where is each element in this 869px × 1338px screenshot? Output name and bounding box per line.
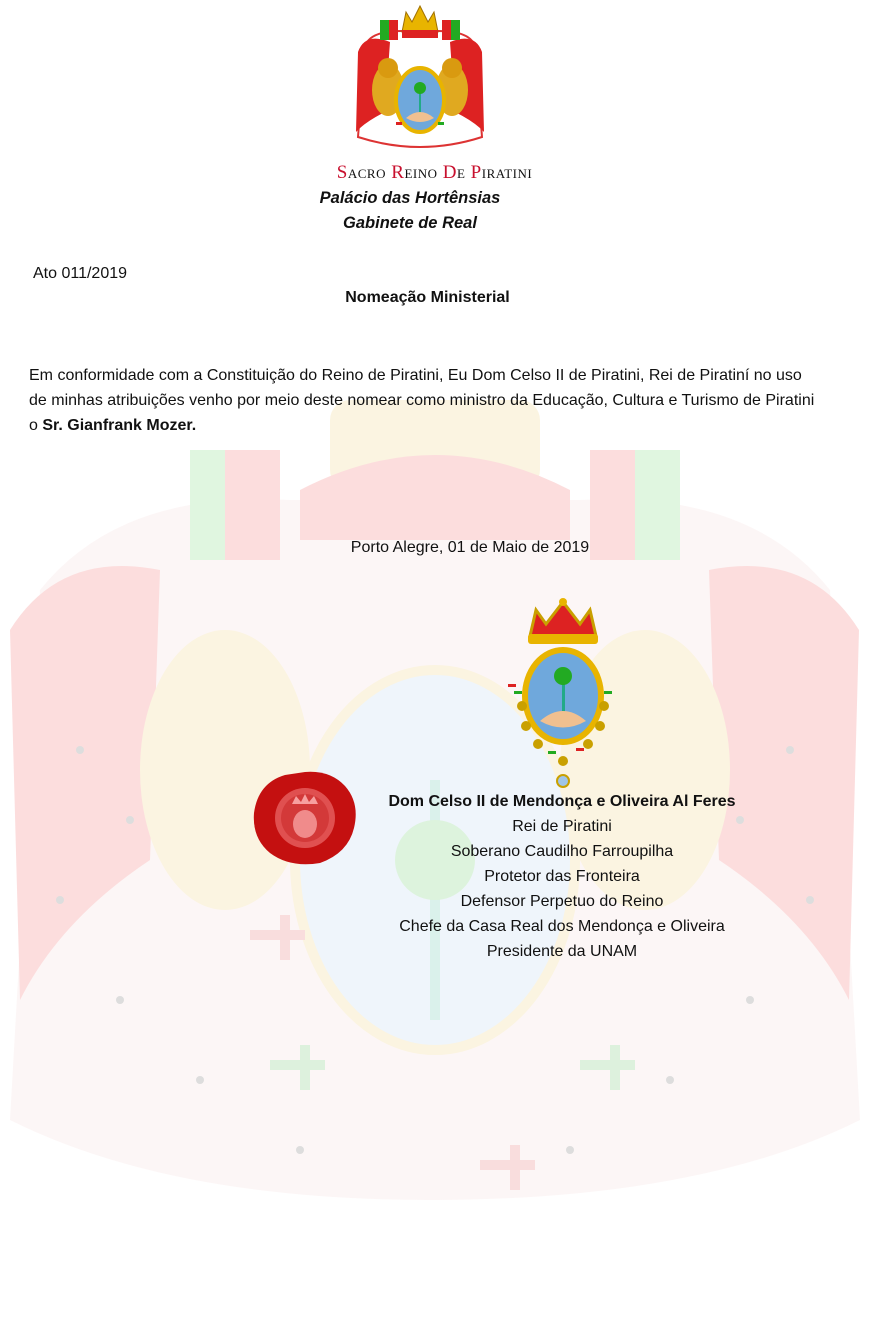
signatory-title: Soberano Caudilho Farroupilha [450,843,674,860]
body-text: Em conformidade com a Constituição do Reino de Piratini, Eu Dom Celso II de Piratini, Rei de Piratiní no uso de minhas atribuições venho por meio deste nomear como ministro da Educação, Cultura e Turismo de Piratini o [29,367,815,434]
title-rest: acro [347,162,392,183]
signatory-name: Dom Celso II de Mendonça e Oliveira Al Feres [388,793,736,810]
title-rest: eino [404,162,443,183]
title-initial: P [470,162,482,183]
signature-block [352,789,772,964]
signatory-title: Chefe da Casa Real dos Mendonça e Oliveira [399,918,725,935]
title-initial: D [442,162,457,183]
royal-crest-icon [500,596,626,796]
palace-name: Palácio das Hortênsias [319,189,501,207]
signatory-title: Presidente da UNAM [486,943,638,960]
signatory-title: Rei de Piratini [512,818,612,835]
signatory-title: Protetor das Fronteira [484,868,640,885]
act-number: Ato 011/2019 [33,265,128,282]
appointee-name: Sr. Gianfrank Mozer. [42,417,197,434]
signatory-title: Defensor Perpetuo do Reino [460,893,664,910]
title-rest: e [456,162,471,183]
wax-seal-icon [250,768,360,868]
title-rest: iratini [481,162,533,183]
document-heading: Nomeação Ministerial [345,289,510,306]
kingdom-title [0,162,869,184]
coat-of-arms-icon [350,2,490,162]
place-date: Porto Alegre, 01 de Maio de 2019 [350,539,590,556]
cabinet-name: Gabinete de Real [343,214,477,232]
body-paragraph [29,363,819,438]
title-initial: R [391,162,405,183]
title-initial: S [336,162,348,183]
